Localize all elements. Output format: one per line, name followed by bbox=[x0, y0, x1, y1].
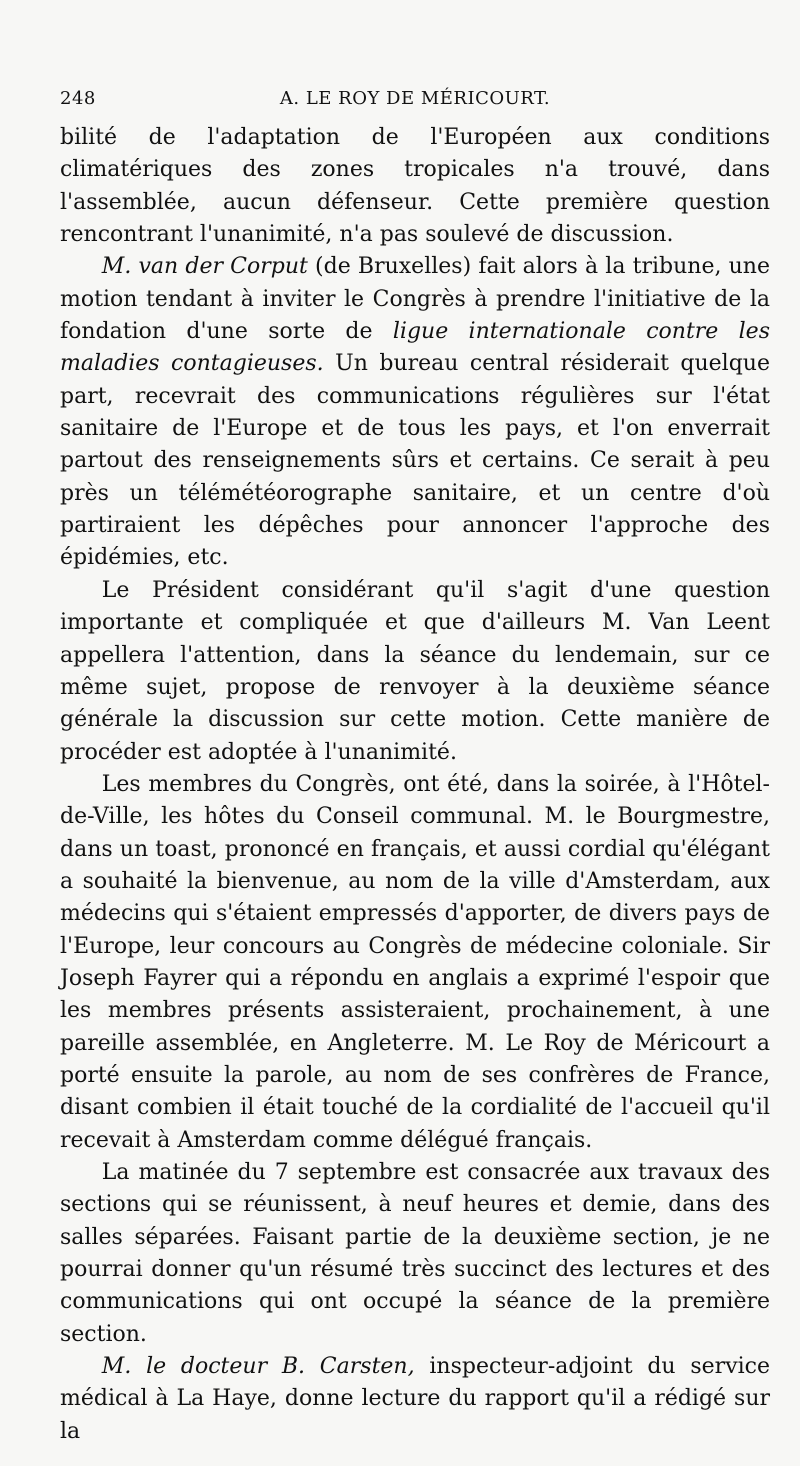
page-header bbox=[60, 88, 770, 118]
paragraph-5 bbox=[60, 1157, 770, 1351]
paragraph-6-text: inspecteur-adjoint du service médical à La Haye, donne lecture du rapport qu'il a rédigé sur la bbox=[60, 1354, 770, 1444]
paragraph-2 bbox=[60, 251, 770, 574]
page-number: 248 bbox=[60, 88, 96, 109]
emphasis-phrase: ligue internationale contre les maladies contagieuses. bbox=[60, 319, 770, 377]
paragraph-1 bbox=[60, 122, 770, 251]
body-text bbox=[60, 122, 770, 1448]
paragraph-6 bbox=[60, 1351, 770, 1448]
paragraph-5-text: La matinée du 7 septembre est consacrée aux travaux des sections qui se réunissent, à neuf heures et demie, dans des salles séparées. Faisant partie de la deuxième section, je ne pourrai donner qu'un résumé très succinct des lectures et des communications qui ont occupé la séance de la première section. bbox=[60, 1160, 770, 1347]
paragraph-2-text-b: Un bureau central résiderait quelque part, recevrait des communications régulières sur l'état sanitaire de l'Europe et de tous les pays, et l'on enverrait partout des renseignements sûrs et certains. Ce serait à peu près un télémétéorographe sanitaire, et un centre d'où partiraient les dépêches pour annoncer l'approche des épidémies, etc. bbox=[60, 351, 770, 571]
running-title: A. LE ROY DE MÉRICOURT. bbox=[279, 88, 551, 109]
speaker-name: M. van der Corput bbox=[101, 254, 308, 280]
paragraph-4 bbox=[60, 769, 770, 1157]
paragraph-1-text: bilité de l'adaptation de l'Européen aux conditions climatériques des zones tropicales n'a trouvé, dans l'assemblée, aucun défenseur. Cette première question rencontrant l'unanimité, n'a pas soulevé de discussion. bbox=[60, 125, 770, 248]
speaker-name-2: M. le docteur B. Carsten, bbox=[101, 1354, 415, 1380]
paragraph-4-text: Les membres du Congrès, ont été, dans la soirée, à l'Hôtel-de-Ville, les hôtes du Conseil communal. M. le Bourgmestre, dans un toast, prononcé en français, et aussi cordial qu'élégant a souhaité la bienvenue, au nom de la ville d'Amsterdam, aux médecins qui s'étaient empressés d'apporter, de divers pays de l'Europe, leur concours au Congrès de médecine coloniale. Sir Joseph Fayrer qui a répondu en anglais a exprimé l'espoir que les membres présents assisteraient, prochainement, à une pareille assemblée, en Angleterre. M. Le Roy de Méricourt a porté ensuite la parole, au nom de ses confrères de France, disant combien il était touché de la cordialité de l'accueil qu'il recevait à Amsterdam comme délégué français. bbox=[60, 771, 770, 1153]
paragraph-3-text: Le Président considérant qu'il s'agit d'une question importante et compliquée et que d'ailleurs M. Van Leent appellera l'attention, dans la séance du lendemain, sur ce même sujet, propose de renvoyer à la deuxième séance générale la discussion sur cette motion. Cette manière de procéder est adoptée à l'unanimité. bbox=[60, 577, 770, 765]
paragraph-3 bbox=[60, 575, 770, 769]
paragraph-2-text-a: (de Bruxelles) fait alors à la tribune, une motion tendant à inviter le Congrès à prendre l'initiative de la fondation d'une sorte de bbox=[60, 254, 770, 345]
